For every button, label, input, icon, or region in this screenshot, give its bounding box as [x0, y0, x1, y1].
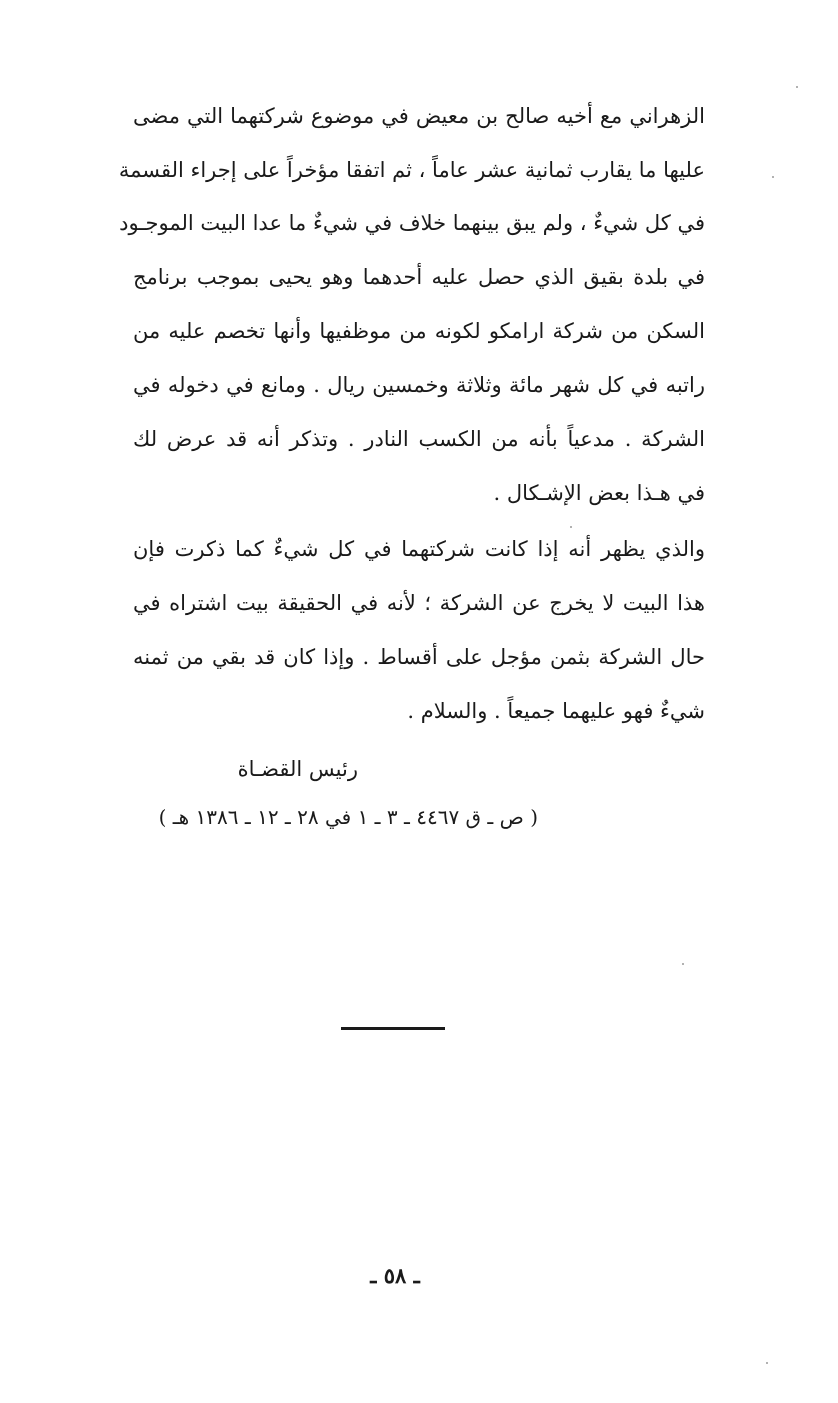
section-divider [341, 1027, 445, 1030]
reference-number: ( ص ـ ق ٤٤٦٧ ـ ٣ ـ ١ في ٢٨ ـ ١٢ ـ ١٣٨٦ هـ ) [158, 805, 538, 829]
scan-speck [772, 176, 774, 178]
scan-speck [682, 963, 684, 965]
page-number: ـ ٥٨ ـ [370, 1263, 420, 1288]
signature-title: رئيس القضـاة [237, 757, 358, 781]
paragraph-1-line-6: راتبه في كل شهر مائة وثلاثة وخمسين ريال . ومانع في دخوله في [133, 373, 705, 397]
paragraph-1-line-5: السكن من شركة ارامكو لكونه من موظفيها وأنها تخصم عليه من [133, 319, 705, 343]
paragraph-1-line-3: في كل شيءٌ ، ولم يبق بينهما خلاف في شيءٌ ما عدا البيت الموجـود [119, 211, 705, 235]
paragraph-1-line-1: الزهراني مع أخيه صالح بن معيض في موضوع شركتهما التي مضى [133, 104, 705, 128]
paragraph-2-line-1: والذي يظهر أنه إذا كانت شركتهما في كل شيءٌ كما ذكرت فإن [133, 537, 705, 561]
scan-speck [570, 526, 572, 528]
paragraph-2-line-4: شيءٌ فهو عليهما جميعاً . والسلام . [407, 699, 705, 723]
paragraph-2-line-2: هذا البيت لا يخرج عن الشركة ؛ لأنه في الحقيقة بيت اشتراه في [133, 591, 705, 615]
paragraph-1-line-7: الشركة . مدعياً بأنه من الكسب النادر . وتذكر أنه قد عرض لك [133, 427, 705, 451]
scan-speck [796, 86, 798, 88]
paragraph-1-line-4: في بلدة بقيق الذي حصل عليه أحدهما وهو يحيى بموجب برنامج [133, 265, 705, 289]
paragraph-2-line-3: حال الشركة بثمن مؤجل على أقساط . وإذا كان قد بقي من ثمنه [133, 645, 705, 669]
paragraph-1-line-8: في هـذا بعض الإشـكال . [493, 481, 705, 505]
paragraph-1-line-2: عليها ما يقارب ثمانية عشر عاماً ، ثم اتفقا مؤخراً على إجراء القسمة [118, 158, 705, 182]
scan-speck [766, 1362, 768, 1364]
